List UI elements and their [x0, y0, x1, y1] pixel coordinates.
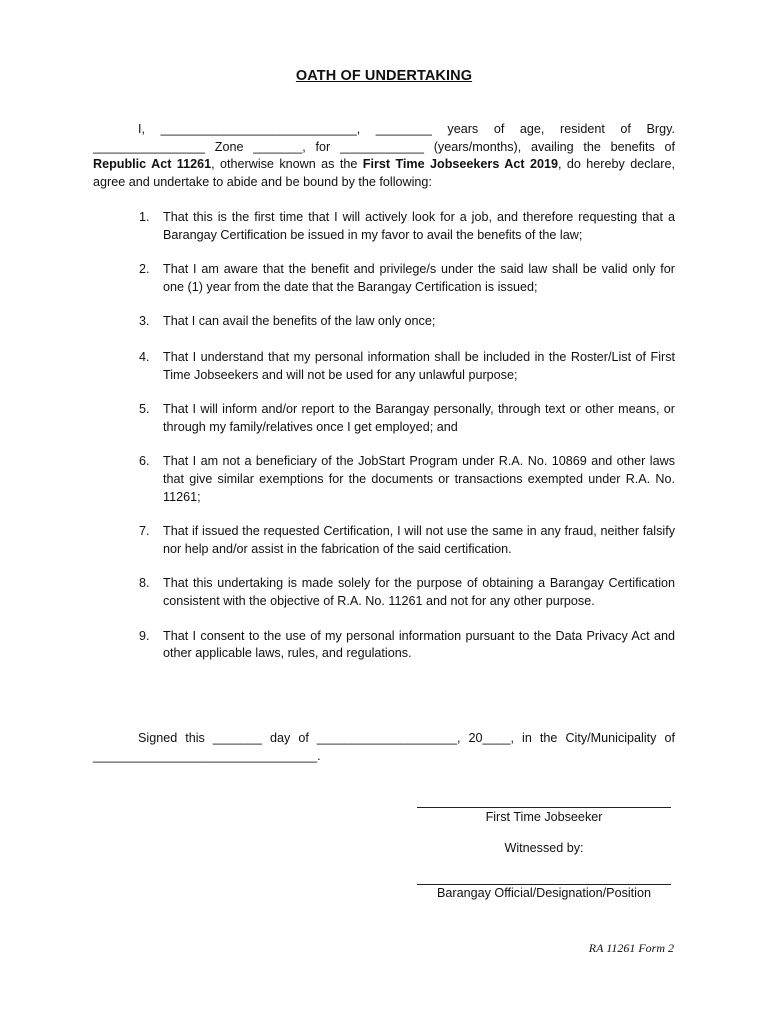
undertaking-item-8	[93, 575, 675, 610]
republic-act-reference: Republic Act 11261	[93, 157, 212, 172]
undertaking-item-3	[93, 313, 675, 331]
item-text: That this is the first time that I will actively look for a job, and therefore requesting that a Barangay Certification be issued in my favor to avail the benefits of the law;	[163, 210, 675, 242]
undertaking-item-7	[93, 523, 675, 558]
witnessed-by-label: Witnessed by:	[504, 841, 584, 855]
document-title: OATH OF UNDERTAKING	[295, 68, 473, 84]
item-text: That I understand that my personal information shall be included in the Roster/List of First Time Jobseekers and will not be used for any unlawful purpose;	[163, 349, 675, 382]
undertaking-item-2	[93, 261, 675, 296]
intro-paragraph	[93, 121, 675, 191]
item-number: 6.	[139, 454, 150, 469]
item-text: That I consent to the use of my personal information pursuant to the Data Privacy Act and other applicable laws, rules, and regulations.	[163, 628, 675, 661]
item-text: That I am aware that the benefit and privilege/s under the said law shall be valid only for one (1) year from the date that the Barangay Certification is issued;	[163, 262, 675, 294]
item-text: That I can avail the benefits of the law only once;	[163, 314, 436, 329]
undertaking-item-4	[93, 349, 675, 384]
undertaking-item-1	[93, 209, 675, 244]
act-name: First Time Jobseekers Act 2019	[362, 157, 558, 172]
undertaking-item-5	[93, 401, 675, 436]
item-number: 2.	[139, 262, 150, 277]
item-number: 5.	[139, 402, 150, 417]
undertaking-list	[93, 209, 675, 663]
undertaking-item-6	[93, 453, 675, 506]
item-number: 7.	[139, 524, 150, 539]
form-reference: RA 11261 Form 2	[588, 941, 674, 955]
signed-text: Signed this _______ day of ____________________, 20____, in the City/Municipality of ________________________________.	[93, 731, 675, 763]
item-number: 3.	[139, 314, 150, 329]
undertaking-item-9	[93, 628, 675, 663]
intro-text-1: I, ____________________________, ________ years of age, resident of Brgy. ________________ Zone _______, for ____________ (years/months), availing the benefits of	[93, 122, 675, 154]
item-number: 8.	[139, 576, 150, 591]
item-text: That this undertaking is made solely for the purpose of obtaining a Barangay Certification consistent with the objective of R.A. No. 11261 and not for any other purpose.	[163, 576, 675, 608]
item-text: That if issued the requested Certification, I will not use the same in any fraud, neither falsify nor help and/or assist in the fabrication of the said certification.	[163, 524, 675, 556]
item-number: 1.	[139, 210, 150, 224]
signed-paragraph	[93, 730, 675, 765]
item-text: That I will inform and/or report to the Barangay personally, through text or other means, or through my family/relatives once I get employed; and	[163, 402, 675, 434]
official-label: Barangay Official/Designation/Position	[437, 886, 651, 900]
item-number: 9.	[139, 628, 150, 643]
jobseeker-label: First Time Jobseeker	[485, 810, 603, 824]
intro-text-2: , otherwise known as the	[211, 157, 363, 172]
intro-text-3: , do hereby declare, agree and undertake to abide and be bound by the following:	[93, 157, 676, 189]
jobseeker-signature-line	[417, 807, 671, 808]
item-text: That I am not a beneficiary of the JobStart Program under R.A. No. 10869 and other laws that give similar exemptions for the documents or transactions exempted under R.A. No. 11261;	[163, 454, 675, 504]
item-number: 4.	[139, 349, 150, 364]
